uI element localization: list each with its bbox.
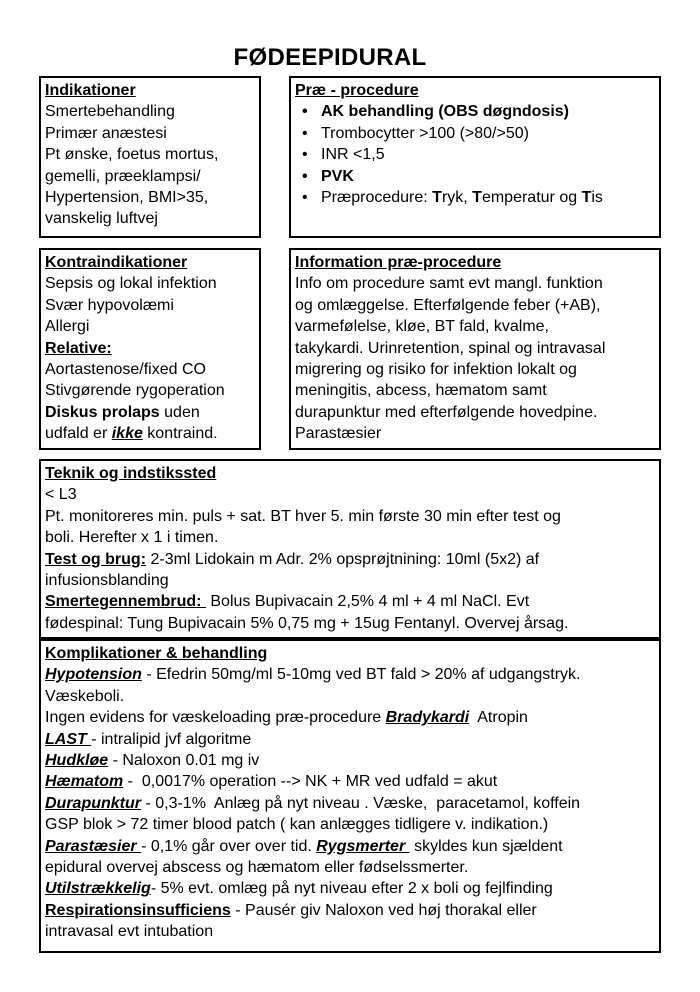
teknik-line <box>45 591 655 612</box>
haematom-text: - 0,0017% operation --> NK + MR ved udfald = akut <box>123 773 498 791</box>
durapunktur-text: - 0,3-1% Anlæg på nyt niveau . Væske, paracetamol, koffein <box>141 794 581 812</box>
information-line: meningitis, abcess, hæmatom samt <box>295 382 547 400</box>
indikation-line: vanskelig luftvej <box>45 210 158 228</box>
teknik-line: fødespinal: Tung Bupivacain 5% 0,75 mg + 15ug Fentanyl. Overvej årsag. <box>45 614 569 632</box>
teknik-box <box>39 459 661 639</box>
last-label: LAST <box>45 730 92 748</box>
information-line: Parastæsier <box>295 425 382 443</box>
page-title: FØDEEPIDURAL <box>233 44 427 71</box>
information-line: durapunktur med efterfølgende hovedpine. <box>295 403 598 421</box>
emphasis-letter: T <box>472 189 482 207</box>
komplikation-line: epidural overvej abscess og hæmatom eller fødselssmerter. <box>45 859 469 877</box>
kontraindikation-line: Aortastenose/fixed CO <box>45 361 206 379</box>
bradykardi-label: Bradykardi <box>385 709 470 727</box>
indikation-line: Smertebehandling <box>45 103 175 121</box>
list-item: • AK behandling (OBS døgndosis) <box>321 101 655 122</box>
emphasis-letter: T <box>581 189 592 207</box>
komplikationer-box <box>39 639 661 953</box>
teknik-line <box>45 549 655 570</box>
smertegennembrud-label: Smertegennembrud: <box>45 593 206 611</box>
utilstraekkelig-label: Utilstrækkelig <box>45 880 151 898</box>
diskus-prolaps-label: Diskus prolaps <box>45 403 160 421</box>
komplikation-line <box>45 707 655 728</box>
teknik-line: boli. Herefter x 1 i timen. <box>45 529 219 547</box>
information-line: varmefølelse, kløe, BT fald, kvalme, <box>295 318 549 336</box>
rygsmerter-label: Rygsmerter <box>316 837 410 855</box>
hypotension-label: Hypotension <box>45 666 142 684</box>
komplikation-line <box>45 836 655 857</box>
line-text: Ingen evidens for væskeloading præ-procedure <box>45 709 386 727</box>
respirationsinsufficiens-label: Respirationsinsufficiens <box>45 901 231 919</box>
komplikation-line <box>45 664 655 685</box>
last-text: - intralipid jvf algoritme <box>91 730 252 748</box>
komplikation-line <box>45 793 655 814</box>
indikation-line: Primær anæstesi <box>45 124 167 142</box>
indikation-line: gemelli, præeklampsi/ <box>45 167 201 185</box>
teknik-line: infusionsblanding <box>45 572 169 590</box>
information-line: migrering og risiko for infektion lokalt og <box>295 361 577 379</box>
teknik-line: < L3 <box>45 486 77 504</box>
bradykardi-text: Atropin <box>469 709 528 727</box>
test-og-brug-label: Test og brug: <box>45 550 147 568</box>
emphasis-letter: T <box>432 189 442 207</box>
prae-procedure-header: Præ - procedure <box>295 82 419 99</box>
respirationsinsufficiens-text: - Pausér giv Naloxon ved høj thorakal eller <box>230 901 537 919</box>
information-line: og omlæggelse. Efterfølgende feber (+AB), <box>295 296 601 314</box>
teknik-line: Pt. monitoreres min. puls + sat. BT hver 5. min første 30 min efter test og <box>45 507 561 525</box>
komplikationer-header: Komplikationer & behandling <box>45 645 268 662</box>
hypotension-text: - Efedrin 50mg/ml 5-10mg ved BT fald > 20% af udgangstryk. <box>141 666 581 684</box>
kontraindikation-line: Stivgørende rygoperation <box>45 382 225 400</box>
komplikation-line <box>45 771 655 792</box>
komplikation-line: Væskeboli. <box>45 687 125 705</box>
kontraindikation-line <box>45 423 255 444</box>
list-item: • PVK <box>321 166 655 187</box>
hudkloe-text: - Naloxon 0.01 mg iv <box>108 752 260 770</box>
list-item <box>321 187 655 208</box>
list-item: • INR <1,5 <box>321 144 655 165</box>
list-item: • Trombocytter >100 (>80/>50) <box>321 123 655 144</box>
list-item-text: ryk, <box>441 189 473 207</box>
kontraindikationer-header: Kontraindikationer <box>45 254 188 271</box>
information-line: Info om procedure samt evt mangl. funktion <box>295 275 603 293</box>
prae-procedure-box <box>289 76 661 238</box>
komplikation-line <box>45 878 655 899</box>
kontraindikation-line: Allergi <box>45 318 90 336</box>
kontraindikation-line <box>45 402 255 423</box>
diskus-text: uden <box>159 403 200 421</box>
utilstraekkelig-text: - 5% evt. omlæg på nyt niveau efter 2 x boli og fejlfinding <box>150 880 553 898</box>
indikation-line: Pt ønske, foetus mortus, <box>45 146 219 164</box>
indikationer-box <box>39 76 261 238</box>
information-header: Information præ-procedure <box>295 254 502 271</box>
rygsmerter-text: skyldes kun sjældent <box>409 837 563 855</box>
indikationer-header: Indikationer <box>45 82 136 99</box>
komplikation-line: GSP blok > 72 timer blood patch ( kan anlægges tidligere v. indikation.) <box>45 816 549 834</box>
test-og-brug-text: 2-3ml Lidokain m Adr. 2% opsprøjtnining: 10ml (5x2) af <box>146 550 540 568</box>
kontraindikation-line: Svær hypovolæmi <box>45 296 174 314</box>
durapunktur-label: Durapunktur <box>45 794 141 812</box>
prae-procedure-list <box>295 101 655 208</box>
komplikation-line <box>45 900 655 921</box>
parastaesier-text: - 0,1% går over over tid. <box>141 837 317 855</box>
ikke-emphasis: ikke <box>111 425 143 443</box>
line-text: udfald er <box>45 425 112 443</box>
list-item-text: is <box>591 189 603 207</box>
line-text: kontraind. <box>142 425 218 443</box>
smertegennembrud-text: Bolus Bupivacain 2,5% 4 ml + 4 ml NaCl. Evt <box>205 593 530 611</box>
komplikation-line <box>45 729 655 750</box>
haematom-label: Hæmatom <box>45 773 124 791</box>
relative-label: Relative: <box>45 339 112 357</box>
kontraindikation-line: Sepsis og lokal infektion <box>45 275 217 293</box>
komplikation-line: intravasal evt intubation <box>45 923 214 941</box>
list-item-text: emperatur og <box>481 189 582 207</box>
information-box <box>289 248 661 450</box>
hudkloe-label: Hudkløe <box>45 752 109 770</box>
indikation-line: Hypertension, BMI>35, <box>45 189 209 207</box>
parastaesier-label: Parastæsier <box>45 837 142 855</box>
teknik-header: Teknik og indstikssted <box>45 465 217 482</box>
list-item-prefix: Præprocedure: <box>321 189 433 207</box>
information-line: takykardi. Urinretention, spinal og intravasal <box>295 339 606 357</box>
kontraindikationer-box <box>39 248 261 450</box>
komplikation-line <box>45 750 655 771</box>
